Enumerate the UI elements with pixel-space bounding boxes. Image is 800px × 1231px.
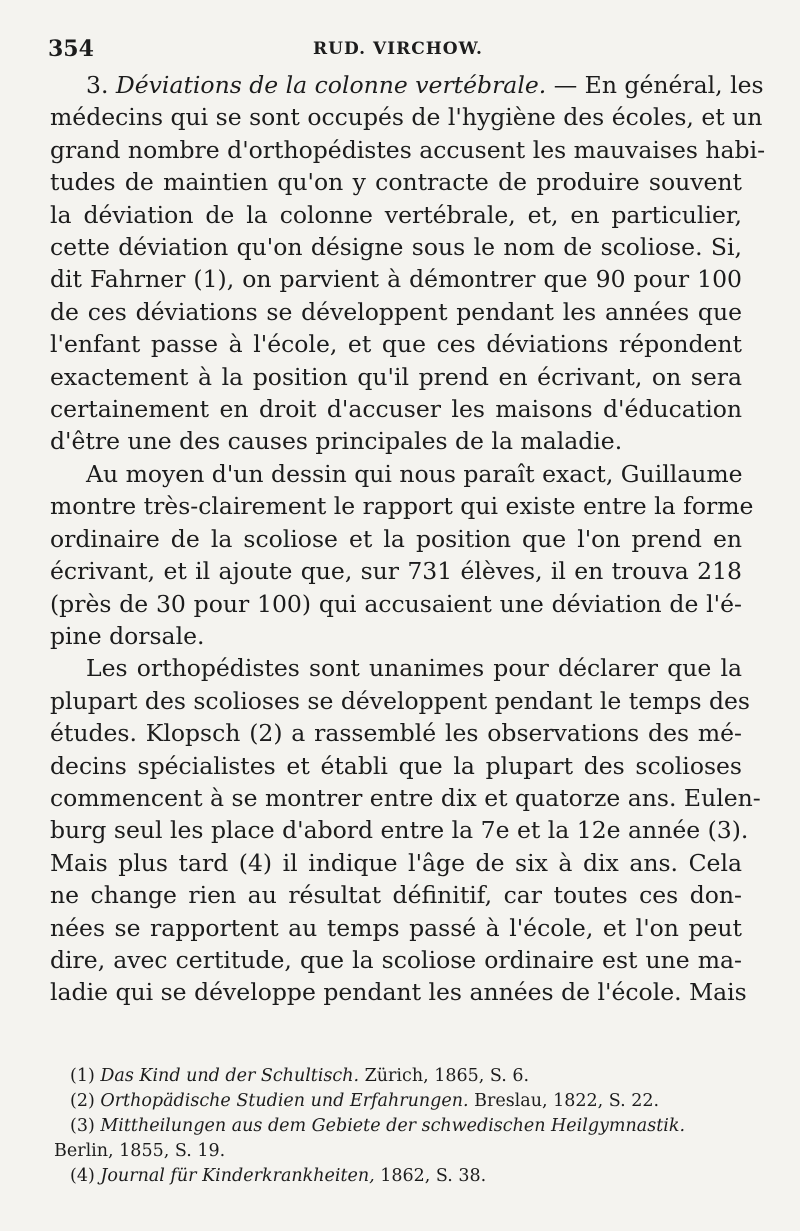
text-line: certainement en droit d'accuser les maisons d'éducation	[50, 395, 742, 424]
text-line: cette déviation qu'on désigne sous le nom de scoliose. Si,	[50, 233, 742, 262]
text-line: decins spécialistes et établi que la plupart des scolioses	[50, 751, 742, 780]
footnote-title: Journal für Kinderkrankheiten,	[100, 1166, 375, 1186]
paragraph-3	[50, 652, 761, 1008]
text-line: (près de 30 pour 100) qui accusaient une déviation de l'é-	[50, 589, 742, 618]
running-head: RUD. VIRCHOW.	[313, 39, 483, 59]
text-line: nées se rapportent au temps passé à l'école, et l'on peut	[50, 913, 742, 942]
text-line: pine dorsale.	[50, 621, 205, 650]
section-separator: —	[546, 71, 585, 99]
section-number: 3.	[86, 71, 109, 99]
text-line: tudes de maintien qu'on y contracte de produire souvent	[50, 168, 742, 197]
text-line: études. Klopsch (2) a rassemblé les observations des mé-	[50, 719, 742, 748]
paragraph-2	[50, 458, 754, 652]
footnote-3	[70, 1114, 752, 1139]
footnote-title: Mittheilungen aus dem Gebiete der schwedischen Heilgymnastik.	[100, 1116, 686, 1136]
footnote-mark: (2)	[70, 1091, 95, 1111]
text-line: d'être une des causes principales de la maladie.	[50, 427, 623, 456]
footnote-3-continuation: Berlin, 1855, S. 19.	[54, 1141, 226, 1161]
text-line: l'enfant passe à l'école, et que ces déviations répondent	[50, 330, 742, 359]
footnote-mark: (3)	[70, 1116, 95, 1136]
text-line: écrivant, et il ajoute que, sur 731 élèves, il en trouva 218	[50, 557, 742, 586]
footnote-mark: (4)	[70, 1166, 95, 1186]
text-line: montre très-clairement le rapport qui existe entre la forme	[50, 492, 754, 521]
text-line: plupart des scolioses se développent pendant le temps des	[50, 686, 750, 715]
footnote-1	[70, 1064, 752, 1089]
paragraph-1	[50, 69, 766, 458]
text-line: dit Fahrner (1), on parvient à démontrer que 90 pour 100	[50, 265, 742, 294]
footnote-title: Orthopädische Studien und Erfahrungen.	[100, 1091, 469, 1111]
text-line: de ces déviations se développent pendant les années que	[50, 297, 742, 326]
page-number: 354	[48, 36, 94, 62]
text-line: ordinaire de la scoliose et la position que l'on prend en	[50, 524, 742, 553]
footnote-details: Breslau, 1822, S. 22.	[468, 1091, 660, 1111]
text-line: grand nombre d'orthopédistes accusent les mauvaises habi-	[50, 135, 766, 164]
footnote-4	[70, 1164, 752, 1189]
footnotes	[54, 1064, 752, 1189]
body-text	[50, 69, 766, 1009]
text-line: Les orthopédistes sont unanimes pour déclarer que la	[86, 654, 742, 683]
text-line: exactement à la position qu'il prend en écrivant, on sera	[50, 362, 742, 391]
text-line: burg seul les place d'abord entre la 7e et la 12e année (3).	[50, 816, 749, 845]
text-line: ne change rien au résultat définitif, car toutes ces don-	[50, 881, 742, 910]
page-header	[48, 36, 748, 64]
text-line: médecins qui se sont occupés de l'hygiène des écoles, et un	[50, 103, 763, 132]
footnote-details: Zürich, 1865, S. 6.	[359, 1066, 530, 1086]
text-line: la déviation de la colonne vertébrale, et, en particulier,	[50, 200, 742, 229]
text-line: commencent à se montrer entre dix et quatorze ans. Eulen-	[50, 783, 761, 812]
footnote-2	[70, 1089, 752, 1114]
text-line: ladie qui se développe pendant les années de l'école. Mais	[50, 978, 747, 1007]
footnote-title: Das Kind und der Schultisch.	[100, 1066, 360, 1086]
text-line: 3. Déviations de la colonne vertébrale. — En général, les	[86, 71, 764, 99]
section-title: Déviations de la colonne vertébrale.	[115, 71, 547, 99]
footnote-mark: (1)	[70, 1066, 95, 1086]
text-line: Mais plus tard (4) il indique l'âge de six à dix ans. Cela	[50, 848, 742, 877]
footnote-details: 1862, S. 38.	[374, 1166, 487, 1186]
text-line: dire, avec certitude, que la scoliose ordinaire est une ma-	[50, 945, 742, 974]
text-line: Au moyen d'un dessin qui nous paraît exact, Guillaume	[86, 459, 743, 488]
